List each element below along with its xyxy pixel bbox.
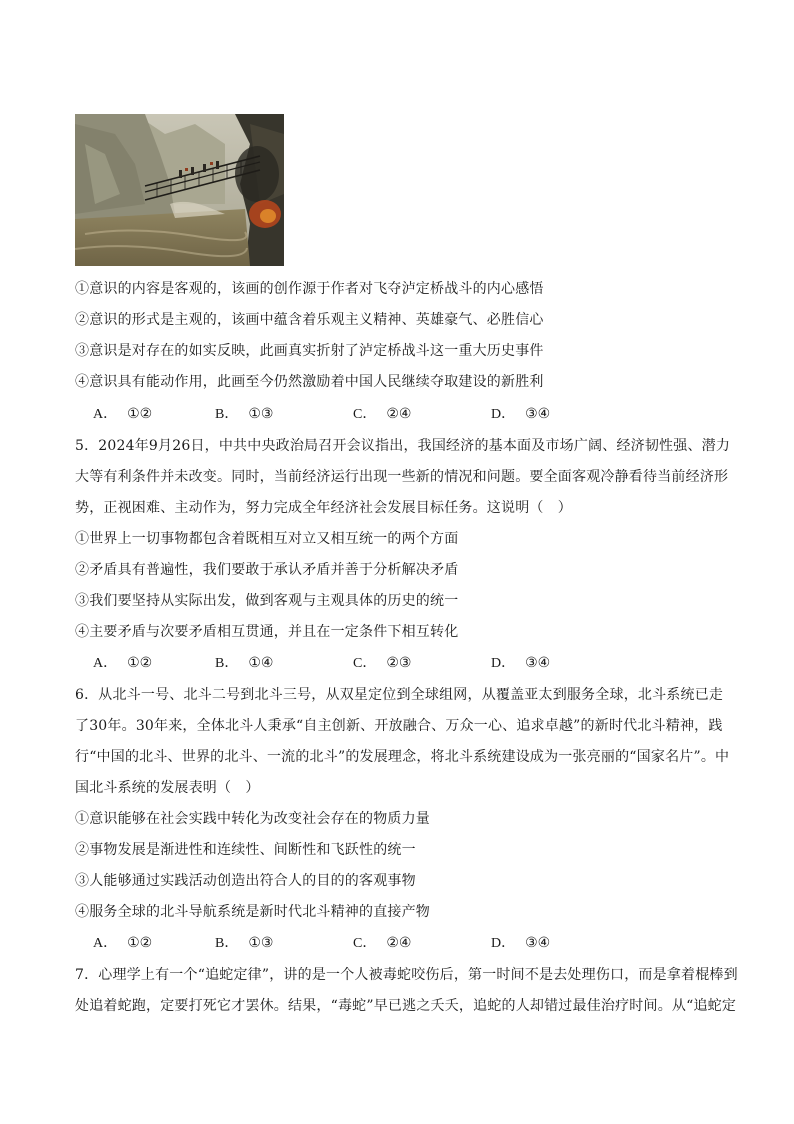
q6-option-d[interactable]: D． ③④ — [491, 935, 551, 951]
q6-statement-4: ④服务全球的北斗导航系统是新时代北斗精神的直接产物 — [75, 904, 430, 920]
luding-bridge-painting — [75, 114, 284, 266]
q5-statement-3: ③我们要坚持从实际出发，做到客观与主观具体的历史的统一 — [75, 593, 459, 609]
q4-statement-2: ②意识的形式是主观的，该画中蕴含着乐观主义精神、英雄豪气、必胜信心 — [75, 312, 544, 328]
q5-stem-line-1: 5．2024年9月26日，中共中央政治局召开会议指出，我国经济的基本面及市场广阔、经济韧性强、潜力 — [75, 438, 731, 454]
q5-stem-line-3: 势，正视困难、主动作为，努力完成全年经济社会发展目标任务。这说明（ ） — [75, 500, 572, 516]
q5-options — [93, 653, 653, 673]
q4-option-a[interactable]: A． ①② — [93, 406, 153, 422]
q6-options — [93, 933, 653, 953]
q5-option-b[interactable]: B． ①④ — [215, 655, 274, 671]
q5-stem-line-2: 大等有利条件并未改变。同时，当前经济运行出现一些新的情况和问题。要全面客观冷静看待当前经济形 — [75, 469, 729, 485]
q6-option-b[interactable]: B． ①③ — [215, 935, 274, 951]
q6-stem-line-3: 行“中国的北斗、世界的北斗、一流的北斗”的发展理念，将北斗系统建设成为一张亮丽的“国家名片”。中 — [75, 749, 730, 765]
painting-image — [75, 114, 284, 266]
q6-stem-line-2: 了30年。30年来，全体北斗人秉承“自主创新、开放融合、万众一心、追求卓越”的新时代北斗精神，践 — [75, 718, 723, 734]
q6-option-c[interactable]: C． ②④ — [353, 935, 412, 951]
q4-option-c[interactable]: C． ②④ — [353, 406, 412, 422]
q4-option-b[interactable]: B． ①③ — [215, 406, 274, 422]
q6-option-a[interactable]: A． ①② — [93, 935, 153, 951]
q4-options — [93, 404, 653, 424]
q4-statement-3: ③意识是对存在的如实反映，此画真实折射了泸定桥战斗这一重大历史事件 — [75, 343, 544, 359]
q5-statement-2: ②矛盾具有普遍性，我们要敢于承认矛盾并善于分析解决矛盾 — [75, 562, 459, 578]
q7-stem-line-1: 7．心理学上有一个“追蛇定律”，讲的是一个人被毒蛇咬伤后，第一时间不是去处理伤口，而是拿着棍棒到 — [75, 967, 738, 983]
q5-option-a[interactable]: A． ①② — [93, 655, 153, 671]
q6-stem-line-4: 国北斗系统的发展表明（ ） — [75, 780, 260, 796]
q6-statement-2: ②事物发展是渐进性和连续性、间断性和飞跃性的统一 — [75, 842, 416, 858]
q5-option-d[interactable]: D． ③④ — [491, 655, 551, 671]
q7-stem-line-2: 处追着蛇跑，定要打死它才罢休。结果，“毒蛇”早已逃之夭夭，追蛇的人却错过最佳治疗时间。从“追蛇定 — [75, 998, 737, 1014]
q6-statement-3: ③人能够通过实践活动创造出符合人的目的的客观事物 — [75, 873, 416, 889]
q4-option-d[interactable]: D． ③④ — [491, 406, 551, 422]
q6-stem-line-1: 6．从北斗一号、北斗二号到北斗三号，从双星定位到全球组网，从覆盖亚太到服务全球，北斗系统已走 — [75, 687, 724, 703]
q4-statement-4: ④意识具有能动作用，此画至今仍然激励着中国人民继续夺取建设的新胜利 — [75, 374, 544, 390]
q5-statement-1: ①世界上一切事物都包含着既相互对立又相互统一的两个方面 — [75, 531, 459, 547]
q5-statement-4: ④主要矛盾与次要矛盾相互贯通，并且在一定条件下相互转化 — [75, 624, 459, 640]
q5-option-c[interactable]: C． ②③ — [353, 655, 412, 671]
q6-statement-1: ①意识能够在社会实践中转化为改变社会存在的物质力量 — [75, 811, 430, 827]
q4-statement-1: ①意识的内容是客观的，该画的创作源于作者对飞夺泸定桥战斗的内心感悟 — [75, 281, 544, 297]
